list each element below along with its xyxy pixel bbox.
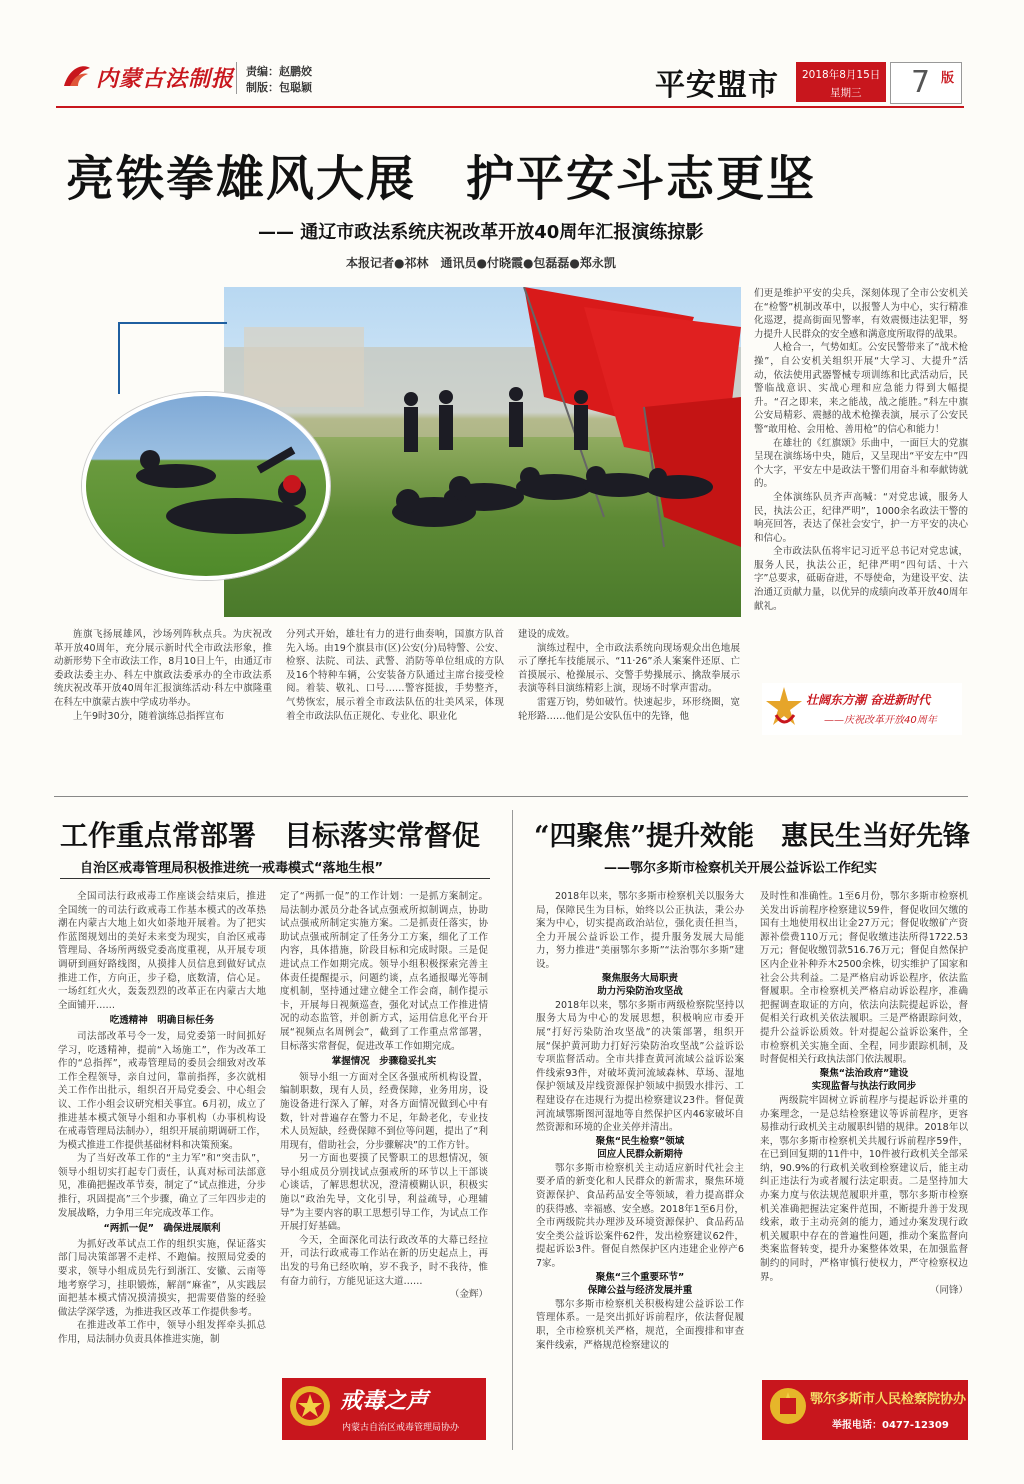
producer-credit: 制版：包聪颖: [246, 81, 312, 94]
author-signature: （金辉）: [449, 1289, 488, 1301]
issue-weekday: 星期三: [830, 87, 862, 99]
anti-drug-banner: [282, 1378, 486, 1440]
article-paragraph: 2018年以来，鄂尔多斯市两级检察院坚持以服务大局为中心的发展思想，积极响应市委开展“打好污染防治攻坚战”的决策部署，组织开展“保护黄河助力打好污染防治攻坚战”公益诉讼专项监督活动。全市共排查黄河流域公益诉讼案件线索93件，对破坏黄河流域森林、草场、湿地保护领域及岸线资源保护领域中损毁水排污、工程建设存在违规行为提出检察建议23件。督促黄河流域鄂斯图河湿地等自然保护区内46家破坏自然资源和环境的企业关停并清出。: [536, 999, 744, 1134]
column-divider: [512, 810, 513, 1450]
lead-column-2: [286, 628, 504, 723]
procuratorate-emblem-icon: [768, 1386, 808, 1426]
editor-credit: 责编：赵鹏姣: [246, 65, 312, 78]
right-article-column-1: [536, 890, 744, 1352]
section-title: 平安盟市: [655, 68, 779, 103]
page-number: 7: [911, 65, 931, 100]
logo-emblem-icon: [60, 62, 94, 90]
lead-paragraph: 在雄壮的《红旗颂》乐曲中，一面巨大的党旗呈现在演练场中央，随后，又呈现出“平安左中”四个大字，平安左中是政法干警们用奋斗和奉献铸就的。: [754, 437, 968, 490]
article-subheading: 回应人民群众新期待: [597, 1149, 683, 1161]
article-paragraph: 为了当好改革工作的“主力军”和“突击队”，领导小组切实打起专门责任，认真对标司法部意见，准确把握改革节奏，制定了“试点推进，分步推行，巩固提高”三个步骤，确立了三年四步走的发展战略，力争用三年完成改革工作。: [58, 1153, 266, 1219]
article-subheading: 聚焦服务大局职责: [601, 972, 678, 984]
article-paragraph: 司法部改革号令一发，局党委第一时间抓好学习，吃透精神，提前“入场施工”，作为改革工作的“总指挥”，戒毒管理局的委员会细致对改革工作全程领导，亲自过问，靠前指挥，多次就相关工作作出批示，组织召开局党委会、中心组会议、工作小组会议研究相关事宜。6月初，成立了推进基本模式领导小组和办事机构（办事机构设在戒毒管理局法制办），组织开展前期调研工作，为模式推进工作提供基础材料和决策预案。: [58, 1030, 266, 1151]
party-emblem-icon: [764, 685, 804, 731]
article-subheading: 实现监督与执法行政同步: [811, 1081, 917, 1093]
lead-paragraph: 上午9时30分，随着演练总指挥宣布: [73, 710, 225, 722]
masthead: [0, 0, 1024, 110]
article-subheading: 聚焦“法治政府”建设: [819, 1067, 909, 1079]
right-article-headline: “四聚焦”提升效能 惠民生当好先锋: [534, 821, 971, 852]
lead-paragraph: 建设的成效。: [518, 629, 576, 640]
banner-title: 戒毒之声: [340, 1388, 429, 1414]
lead-paragraph: 全体演练队员齐声高喊：“对党忠诚，服务人民，执法公正，纪律严明”，1000余名政法干警的响亮回答，表达了保社会安宁，护一方平安的决心和信心。: [754, 491, 968, 544]
article-subheading: 掌握情况 步骤稳妥扎实: [331, 1056, 437, 1068]
page-suffix: 版: [941, 71, 955, 86]
inset-scene-illustration: [86, 396, 326, 576]
newspaper-logo: [60, 62, 235, 92]
procuratorate-banner: [762, 1380, 968, 1440]
article-paragraph: 及时性和准确性。1至6月份，鄂尔多斯市检察机关发出诉前程序检察建议59件，督促收回欠缴的国有土地使用权出让金27万元；督促收缴矿产资源补偿费110万元；督促收缴违法所得1722.53万元；督促收缴罚款516.76万元；督促自然保护区内企业补种乔木2500余株，切实维护了国家和社会公共利益。二是严格启动诉讼程序，依法监督履职。全市检察机关严格启动诉讼程序，准确把握调查取证的方向，依法向法院提起诉讼，督促相关行政机关依法履职。三是严格跟踪问效，提升公益诉讼质效。针对提起公益诉讼案件，全市检察机关实施全面、全程，同步跟踪机制，及时督促相关行政执法部门依法履职。: [760, 891, 968, 1066]
section-rule: [54, 796, 968, 797]
lead-paragraph: 们更是维护平安的尖兵，深刻体现了全市公安机关在“检警”机制改革中，以报警人为中心，实行精准化巡逻，提高街面见警率，有效震慑违法犯罪，努力提升人民群众的安全感和满意度所取得的战果。: [754, 288, 968, 340]
article-subheading: 聚焦“三个重要环节”: [595, 1271, 685, 1283]
article-paragraph: 两级院牢固树立诉前程序与提起诉讼并重的办案理念，一是总结检察建议等诉前程序，更容易推动行政机关主动履职纠错的规律。2018年以来，鄂尔多斯市检察机关共履行诉前程序59件，在已到回复期的11件中，10件被行政机关全部采纳，90.9%的行政机关收到检察建议后，能主动纠正违法行为或者履行法定职责。二是坚持加大办案力度与依法规范履职并重，鄂尔多斯市检察机关准确把握法定案件范围，不断提升善于发现线索，敢于主动亮剑的能力，通过办案发现行政机关履职中存在的普遍性问题，推动个案监督向类案监督转变，提升办案整体效果，在加强监督制约的同时，严格审慎行使权力，严守检察权边界。: [760, 1094, 968, 1283]
masthead-divider: [236, 62, 237, 94]
banner-subtitle: 内蒙古自治区戒毒管理局协办: [342, 1423, 460, 1433]
article-paragraph: 另一方面也要摸了民警职工的思想情况，领导小组成员分别找试点强戒所的环节以上干部谈心谈话，了解思想状况，澄清模糊认识，积极实施以“政治先导，文化引导，利益疏导，心理辅导”为主要内容的职工思想引导工作，为试点工作开展打好基础。: [280, 1153, 488, 1233]
article-subheading: 保障公益与经济发展并重: [587, 1285, 693, 1297]
article-paragraph: 领导小组一方面对全区各强戒所机构设置，编制职数，现有人员，经费保障，业务用房，设施设备进行深入了解，对各方面情况做到心中有数，针对普遍存在警力不足，年龄老化，专业技术人员短缺，经费保障不到位等问题，提出了“利用现有，借助社会，分步骤解决”的工作方针。: [280, 1071, 488, 1151]
lead-subhead: —— 通辽市政法系统庆祝改革开放40周年汇报演练掠影: [258, 222, 704, 243]
lead-column-1: [54, 628, 272, 723]
article-subheading: 聚焦“民生检察”领域: [595, 1135, 685, 1147]
badge-title: 壮阔东方潮 奋进新时代: [806, 693, 931, 707]
article-paragraph: 全国司法行政戒毒工作座谈会结束后，推进全国统一的司法行政戒毒工作基本模式的改革热潮在内蒙古大地上如火如荼地开展着。为了把实作蓝图规划出的美好未来变为现实，自治区戒毒管理局、各场所两级党委高度重视，从开展专项调研到画好路线图，从摸排人员信息到做好试点推进工作，方向正，步子稳，底数清，信心足。一场红红火火，轰轰烈烈的改革正在内蒙古大地全面铺开……: [58, 891, 266, 1011]
masthead-rule: [56, 106, 964, 108]
article-paragraph: 2018年以来，鄂尔多斯市检察机关以服务大局，保障民生为目标，始终以公正执法，秉公办案为中心，切实提高政治站位，强化责任担当，全力开展公益诉讼工作，提升服务发展大局能力，努力推进“美丽鄂尔多斯”“法治鄂尔多斯”建设。: [536, 891, 744, 970]
right-article-column-2: [760, 890, 968, 1298]
banner-phone: 举报电话：0477-12309: [832, 1420, 949, 1431]
emblem-icon: [288, 1384, 332, 1428]
lead-byline: 本报记者●祁林 通讯员●付晓霞●包磊磊●郑永凯: [346, 256, 616, 270]
lead-paragraph: 人枪合一，气势如虹。公安民警带来了“战术枪操”，自公安机关组织开展“大学习、大提升”活动，依法使用武器警械专项训练和比武活动后，民警临战意识、实战心理和应急能力得到大幅提升。“召之即来，来之能战，战之能胜。”科左中旗公安局精彩、震撼的战术枪操表演，展示了公安民警“敢用枪、会用枪、善用枪”的信心和能力！: [754, 342, 968, 435]
article-subheading: “两抓一促” 确保进展顺利: [103, 1223, 221, 1235]
lead-paragraph: 雷霆万钧，势如破竹。快速起步，环形绕圈，宽轮形路……他们是公安队伍中的先锋，他: [518, 696, 740, 722]
left-article-rule: [60, 878, 490, 879]
lead-paragraph: 分列式开始，雄壮有力的进行曲奏响，国旗方队首先入场。由19个旗县市(区)公安(分)局特警、公安、检察、法院、司法、武警、消防等单位组成的方队及16个特种车辆，公安装备方队通过主席台接受检阅。着装、敬礼、口号……警容挺拔，手势整齐，气势恢宏，展示着全市政法队伍的壮美风采，体现着全市政法队伍正规化、专业化、职业化: [286, 629, 504, 722]
lead-paragraph: 旌旗飞扬展雄风，沙场列阵秋点兵。为庆祝改革开放40周年，充分展示新时代全市政法形象，推动新形势下全市政法工作，8月10日上午，由通辽市委政法委主办、科左中旗政法委承办的全市政法系统庆祝改革开放40周年汇报演练活动·科左中旗隆重在科左中旗蒙古族中学成功举办。: [54, 629, 272, 708]
lead-column-3: [518, 628, 740, 723]
badge-subtitle: ——庆祝改革开放40周年: [824, 715, 937, 726]
left-article-column-1: [58, 890, 266, 1347]
issue-date: 2018年8月15日: [802, 69, 881, 81]
left-article-subhead: 自治区戒毒管理局积极推进统一戒毒模式“落地生根”: [80, 861, 384, 876]
right-article-subhead: ——鄂尔多斯市检察机关开展公益诉讼工作纪实: [604, 861, 878, 876]
lead-inset-photo: [82, 392, 330, 580]
lead-paragraph: 全市政法队伍将牢记习近平总书记对党忠诚，服务人民，执法公正，纪律严明“四句话、十六字”总要求，砥砺奋进，不辱使命，为建设平安、法治通辽贡献力量，以优异的成绩向改革开放40周年献礼。: [754, 546, 968, 612]
article-paragraph: 鄂尔多斯市检察机关积极构建公益诉讼工作管理体系。一是突出抓好诉前程序，依法督促履职，全市检察机关严格，规范，全面搜排和审查案件线索，严格规范检察建议的: [536, 1298, 744, 1351]
article-paragraph: 在推进改革工作中，领导小组发挥牵头抓总作用，局法制办负责具体推进实施，制: [58, 1320, 266, 1345]
article-subheading: 助力污染防治攻坚战: [597, 986, 683, 998]
author-signature: （同锋）: [929, 1285, 968, 1297]
article-paragraph: 鄂尔多斯市检察机关主动适应新时代社会主要矛盾的新变化和人民群众的新需求，聚焦环境资源保护、食品药品安全等领域，着力提高群众的获得感、幸福感、安全感。2018年1至6月份，全市两级院共办理涉及环境资源保护、食品药品安全类公益诉讼案件62件，发出检察建议62件，提起诉讼3件。督促自然保护区内违建企业停产67家。: [536, 1162, 744, 1270]
article-paragraph: 今天，全面深化司法行政改革的大幕已经拉开，司法行政戒毒工作站在新的历史起点上，再出发的号角已经吹响，岁不我予，时不我待，惟有奋力前行，方能见证这大道……: [280, 1234, 488, 1287]
banner-title: 鄂尔多斯市人民检察院协办: [810, 1392, 967, 1407]
article-paragraph: 为抓好改革试点工作的组织实施，保证落实部门局决策部署不走样、不跑偏。按照局党委的要求，领导小组成员先行到浙江、安徽、云南等地考察学习，挂职锻炼，解剖“麻雀”，从实践层面把基本模式情况摸清摸实，把需要借鉴的经验做法学深学透，为推进我区改革工作提供参考。: [58, 1238, 266, 1318]
article-paragraph: 定了“两抓一促”的工作计划：一是抓方案制定。局法制办派员分赴各试点强戒所拟制调点，协助试点强戒所制定实施方案。二是抓责任落实，协助试点强戒所制定了任务分工方案，细化了工作内容，具体措施，阶段目标和完成时限。三是促进试点工作如期完成。领导小组积极探索完善主体责任提醒提示，问题约谈，点名通报曝光等制度机制，坚持通过建立健全工作会商，制作提示卡，开展每日视频巡查，强化对试点工作推进情况的动态监管，并创新方式，运用信息化平台开展“视频点名周例会”，截到了工作重点常部署，目标落实常督促，促进改革工作如期完成。: [280, 891, 488, 1052]
logo-text: 内蒙古法制报: [96, 66, 235, 92]
date-box: [796, 62, 886, 102]
lead-paragraph: 演练过程中，全市政法系统向现场观众出色地展示了摩托车技能展示、“11·26”杀人案案件还原、亡首摸展示、枪操展示、交警手势操展示、擒敌拳展示表演等科目演练精彩上演，现场不时掌声雷动。: [518, 642, 740, 695]
lead-headline: 亮铁拳雄风大展 护平安斗志更坚: [66, 151, 817, 207]
article-subheading: 吃透精神 明确目标任务: [109, 1015, 215, 1027]
lead-column-right: [754, 287, 968, 613]
left-article-column-2: [280, 890, 488, 1302]
left-article-headline: 工作重点常部署 目标落实常督促: [60, 819, 481, 852]
page-number-box: [890, 62, 962, 104]
photo-frame-line: [118, 322, 227, 394]
anniversary-badge: [762, 683, 962, 735]
